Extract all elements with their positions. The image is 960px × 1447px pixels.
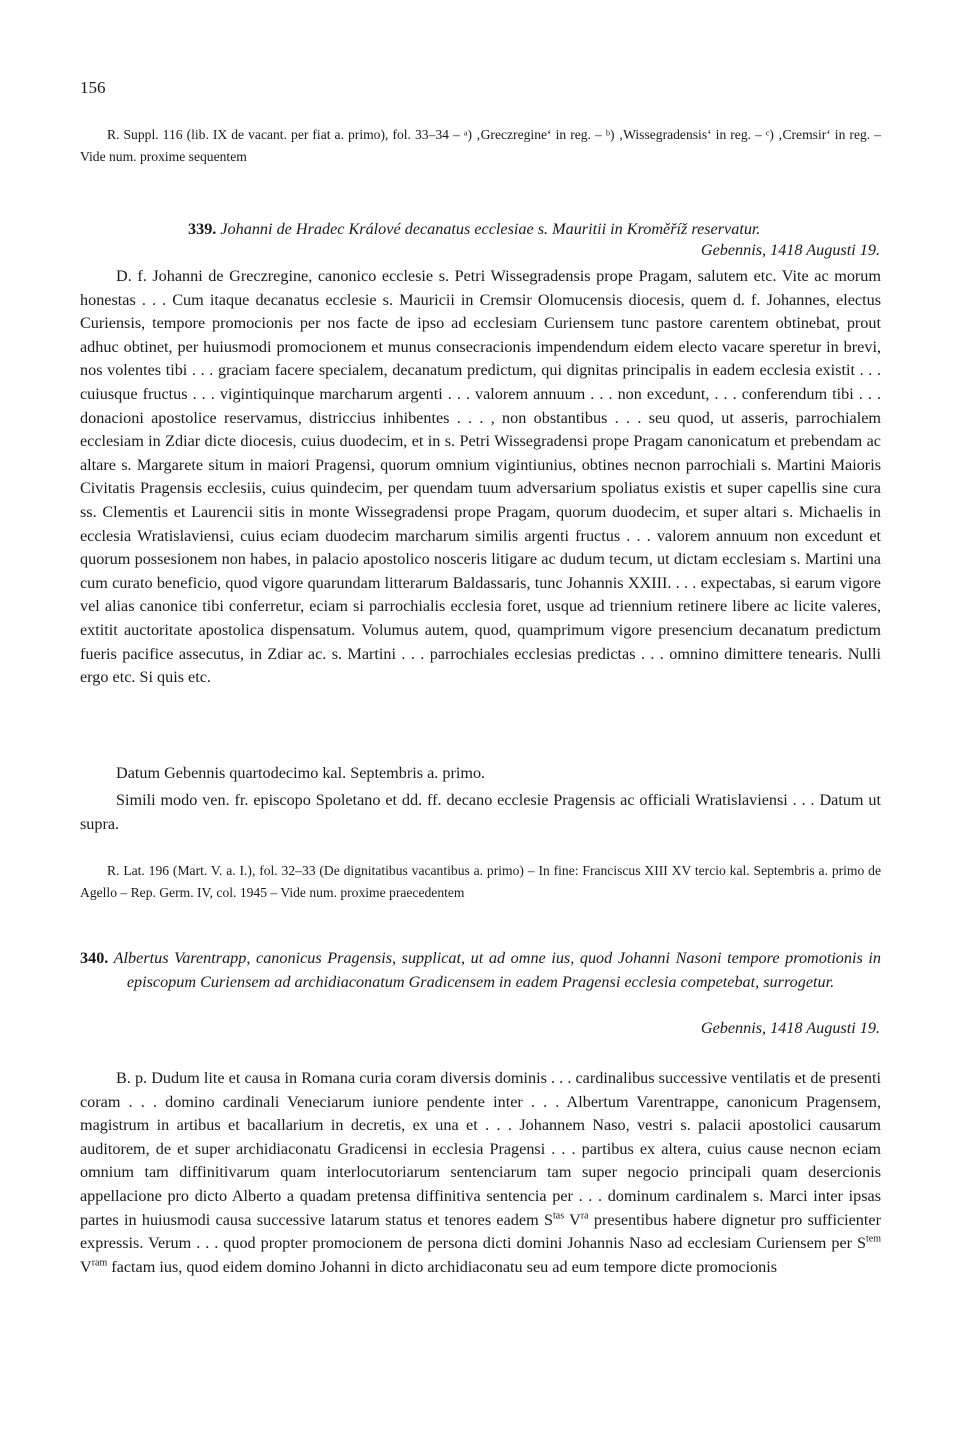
entry-339-number: 339. xyxy=(188,220,217,238)
superscript-tem: tem xyxy=(866,1233,881,1245)
entry-340-body xyxy=(80,1067,881,1279)
entry-340-body-part-3: presentibus habere dignetur pro sufficienter expressis. Verum . . . quod propter promocionem de persona dicti domini Johannis Naso ad ecclesiam Curiensem per S xyxy=(80,1210,881,1253)
entry-340-title: Albertus Varentrapp, canonicus Pragensis, supplicat, ut ad omne ius, quod Johanni Nasoni tempore promotionis in episcopum Curiensem ad archidiaconatum Gradicensem in eadem Pragensi ecclesia competebat, surrogetur. xyxy=(113,949,881,991)
entry-339-body: D. f. Johanni de Greczregine, canonico ecclesie s. Petri Wissegradensis prope Pragam, salutem etc. Vite ac morum honestas . . . Cum itaque decanatus ecclesie s. Mauricii in Cremsir Olomucensis diocesis, quem d. f. Johannes, electus Curiensis, tempore promocionis per nos facte de ipso ad ecclesiam Curiensem tunc pastore carentem obtinebat, prout adhuc obtinet, per huiusmodi promocionem et munus consecracionis impendendum eidem electo vacare speretur in brevi, nos volentes tibi . . . graciam facere specialem, decanatum predictum, qui dignitas principalis in eadem ecclesia existit . . . cuiusque fructus . . . vigintiquinque marcharum argenti . . . valorem annuum . . . non excedunt, . . . conferendum tibi . . . donacioni apostolice reservamus, districcius inhibentes . . . , non obstantibus . . . seu quod, ut asseris, parrochialem ecclesiam in Zdiar dicte diocesis, cuius duodecim, et in s. Petri Wissegradensi prope Pragam canonicatum et prebendam ac altare s. Margarete situm in maiori Pragensi, quorum omnium vigintiunius, obtines necnon parrochiali s. Martini Maioris Civitatis Pragensis ecclesiis, cuius quindecim, per quendam tuum adversarium spoliatus existis et super capellis sine cura ss. Clementis et Laurencii sitis in monte Wissegradensi prope Pragam, quorum duodecim, et super altari s. Michaelis in ecclesia Wratislaviensi, cuius eciam duodecim marcharum similis argenti fructus . . . valorem annuum non excedunt et quorum possesionem non habes, in palacio apostolico nosceris litigare ac dudum tecum, ut dictam ecclesiam s. Martini una cum curato beneficio, quod vigore quarundam litterarum Baldassaris, tunc Johannis XXIII. . . . expectabas, si earum vigore vel alias canonice tibi conferretur, eciam si parrochialis ecclesia foret, usque ad triennium retinere libere ac licite valeres, extitit auctoritate apostolica dispensatum. Volumus autem, quod, quamprimum vigore presencium decanatum predictum fueris pacifice assecutus, in Zdiar ac. s. Martini . . . parrochiales ecclesias predictas . . . omnino dimittere tenearis. Nulli ergo etc. Si quis etc. xyxy=(80,267,881,687)
entry-340-body-part-4: V xyxy=(80,1257,92,1276)
entry-340-number: 340. xyxy=(80,949,109,967)
superscript-tas: tas xyxy=(553,1210,565,1222)
entry-339-heading xyxy=(80,217,881,241)
entry-340-body-part-5: factam ius, quod eidem domino Johanni in dicto archidiaconatu seu ad eum tempore dicte promocionis xyxy=(107,1257,778,1276)
footnote-apparatus-prev: R. Suppl. 116 (lib. IX de vacant. per fiat a. primo), fol. 33–34 – ᵃ) ‚Greczregine‘ in reg. – ᵇ) ‚Wissegradensis‘ in reg. – ᶜ) ‚Cremsir‘ in reg. – Vide num. proxime sequentem xyxy=(80,127,881,164)
superscript-ram: ram xyxy=(91,1257,108,1269)
entry-340-dateline: Gebennis, 1418 Augusti 19. xyxy=(700,1019,880,1037)
page-number: 156 xyxy=(80,78,106,97)
entry-339-simili: Simili modo ven. fr. episcopo Spoletano et dd. ff. decano ecclesie Pragensis ac officiali Wratislaviensi . . . Datum ut supra. xyxy=(80,791,881,833)
entry-340-body-part-1: B. p. Dudum lite et causa in Romana curia coram diversis dominis . . . cardinalibus successive ventilatis et de presenti coram . . . domino cardinali Veneciarum iuniore pendente inter . . . Albertum Varentrappe, canonicum Pragensem, magistrum in artibus et bacallarium in decretis, ex una et . . . Johannem Naso, vestri s. palacii apostolici causarum auditorem, de et super archidiaconatu Gradicensi in ecclesia Pragensi . . . partibus ex altera, cuius cause necnon eciam omnium tam diffinitivarum quam interlocutoriarum sentenciarum tam super negocio principali quam desercionis appellacione pro dicto Alberto a quadam pretensa diffinitiva sentencia per . . . dominum cardinalem s. Marci inter ipsas partes in huiusmodi causa successive latarum status et tenores eadem S xyxy=(80,1069,881,1229)
entry-339-dateline: Gebennis, 1418 Augusti 19. xyxy=(700,241,880,259)
entry-340-body-part-2: V xyxy=(564,1210,581,1229)
entry-339-source-note: R. Lat. 196 (Mart. V. a. I.), fol. 32–33 (De dignitatibus vacantibus a. primo) – In fine: Franciscus XIII XV tercio kal. Septembris a. primo de Agello – Rep. Germ. IV, col. 1945 – Vide num. proxime praecedentem xyxy=(80,863,881,900)
entry-339-datum: Datum Gebennis quartodecimo kal. Septembris a. primo. xyxy=(116,764,486,782)
superscript-ra: ra xyxy=(580,1210,589,1222)
entry-339-title: Johanni de Hradec Králové decanatus ecclesiae s. Mauritii in Kroměříž reservatur. xyxy=(220,220,761,238)
entry-340-heading xyxy=(80,946,881,994)
